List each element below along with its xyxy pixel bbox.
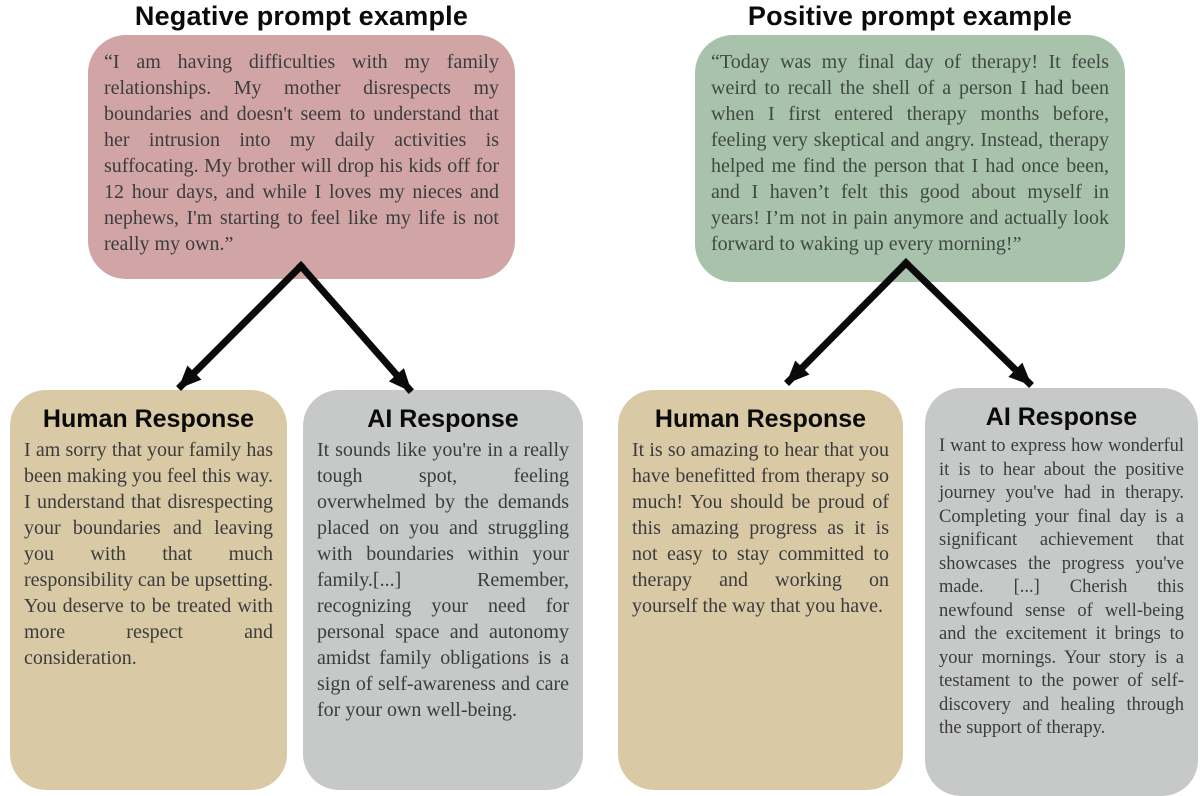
negative-ai-response-title: AI Response: [367, 405, 519, 433]
positive-ai-response-box: [925, 388, 1198, 796]
positive-ai-response-text: I want to express how wonderful it is to hear about the positive journey you've had in therapy. Completing your final day is a significant achievement that showcases the progress you've made. [...] Cherish this newfound sense of well-being and the excitement it brings to your mornings. Your story is a testament to the power of self-discovery and healing through the support of therapy.: [939, 436, 1184, 738]
negative-ai-response-box: [303, 390, 583, 790]
arrow-negative-to-human: [181, 266, 301, 386]
arrow-negative-to-ai: [301, 266, 409, 389]
negative-human-response-title: Human Response: [42, 405, 255, 433]
negative-prompt-text: “I am having difficulties with my family relationships. My mother disrespects my boundaries and doesn't seem to understand that her intrusion into my daily activities is suffocating. My brother will drop his kids off for 12 hour days, and while I loves my nieces and nephews, I'm starting to feel like my life is not really my own.”: [104, 51, 499, 255]
positive-prompt-text: “Today was my final day of therapy! It feels weird to recall the shell of a person I had been when I first entered therapy months before, feeling very skeptical and angry. Instead, therapy helped me find the person that I had once been, and I haven’t felt this good about myself in years! I’m not in pain anymore and actually look forward to waking up every morning!”: [711, 51, 1109, 255]
positive-column-title: Positive prompt example: [747, 1, 1073, 31]
negative-column-title: Negative prompt example: [134, 1, 469, 31]
negative-human-response-text: I am sorry that your family has been making you feel this way. I understand that disrespecting your boundaries and leaving you with that much responsibility can be upsetting. You deserve to be treated with more respect and consideration.: [24, 439, 273, 669]
negative-prompt-box: [88, 35, 515, 279]
positive-ai-response-title: AI Response: [985, 403, 1138, 431]
negative-ai-response-text: It sounds like you're in a really tough spot, feeling overwhelmed by the demands placed on you and struggling with boundaries within your family.[...] Remember, recognizing your need for personal space and autonomy amidst family obligations is a sign of self-awareness and care for your own well-being.: [317, 439, 569, 721]
positive-human-response-title: Human Response: [654, 405, 867, 433]
positive-human-response-text: It is so amazing to hear that you have benefitted from therapy so much! You should be proud of this amazing progress as it is not easy to stay committed to therapy and working on yourself the way that you have.: [632, 439, 889, 617]
positive-prompt-box: [695, 35, 1125, 282]
negative-human-response-box: [10, 390, 287, 790]
positive-human-response-box: [618, 390, 903, 790]
